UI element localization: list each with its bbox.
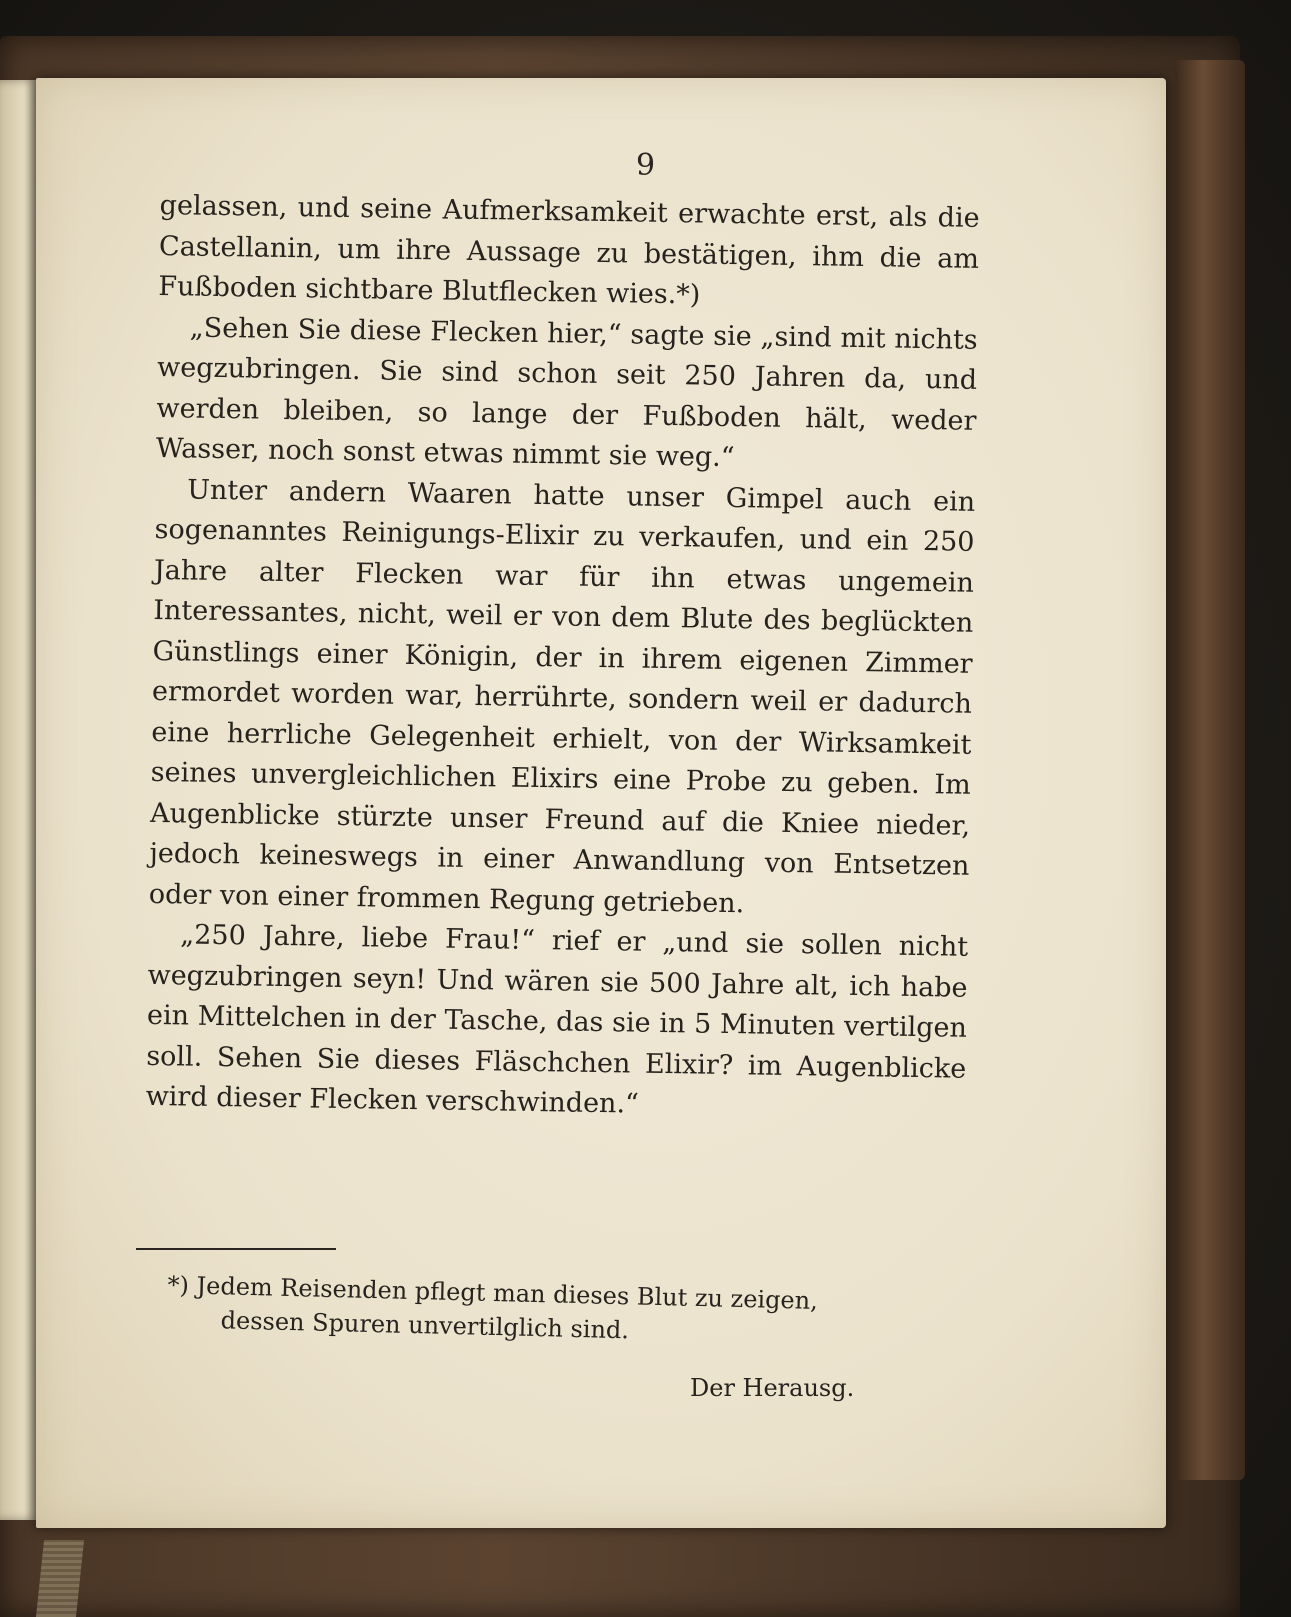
page-number: 9 xyxy=(635,148,656,183)
footnote-line-2: dessen Spuren unvertilglich sind. xyxy=(220,1306,630,1345)
footnote-marker: *) xyxy=(167,1270,190,1300)
paragraph-3: Unter andern Waaren hatte unser Gimpel auch ein sogenanntes Reinigungs-Elixir zu verkaufen, und ein 250 Jahre alter Flecken war für ihn etwas ungemein Interessantes, nicht, weil er von dem Blute des beglückten Günstlings einer Königin, der in ihrem eigenen Zimmer ermordet worden war, herrührte, sondern weil er dadurch eine herrliche Gelegenheit erhielt, von der Wirksamkeit seines unvergleichlichen Elixirs eine Probe zu geben. Im Augenblicke stürzte unser Freund auf die Kniee nieder, jedoch keineswegs in einer Anwandlung von Entsetzen oder von einer frommen Regung getrieben. xyxy=(148,473,976,919)
book-cover-edge xyxy=(1175,60,1245,1480)
paragraph-1: gelassen, und seine Aufmerksamkeit erwachte erst, als die Castellanin, um ihre Aussage zu bestätigen, ihm die am Fußboden sichtbare Blutflecken wies.*) xyxy=(158,189,980,311)
footnote-rule xyxy=(136,1248,336,1250)
paragraph-4: „250 Jahre, liebe Frau!“ rief er „und sie sollen nicht wegzubringen seyn! Und wären sie 500 Jahre alt, ich habe ein Mittelchen in der Tasche, das sie in 5 Minuten vertilgen soll. Sehen Sie dieses Fläschchen Elixir? im Augenblicke wird dieser Flecken verschwinden.“ xyxy=(145,919,969,1120)
previous-page-edge xyxy=(0,80,40,1520)
footnote-line-1: Jedem Reisenden pflegt man dieses Blut zu zeigen, xyxy=(196,1271,819,1315)
footnote-signature: Der Herausg. xyxy=(690,1374,855,1402)
body-text xyxy=(145,186,980,1130)
paragraph-2: „Sehen Sie diese Flecken hier,“ sagte sie „sind mit nichts wegzubringen. Sie sind schon seit 250 Jahren da, und werden bleiben, so lange der Fußboden hält, weder Wasser, noch sonst etwas nimmt sie weg.“ xyxy=(155,311,978,474)
bookmark-ribbon xyxy=(36,1540,84,1617)
